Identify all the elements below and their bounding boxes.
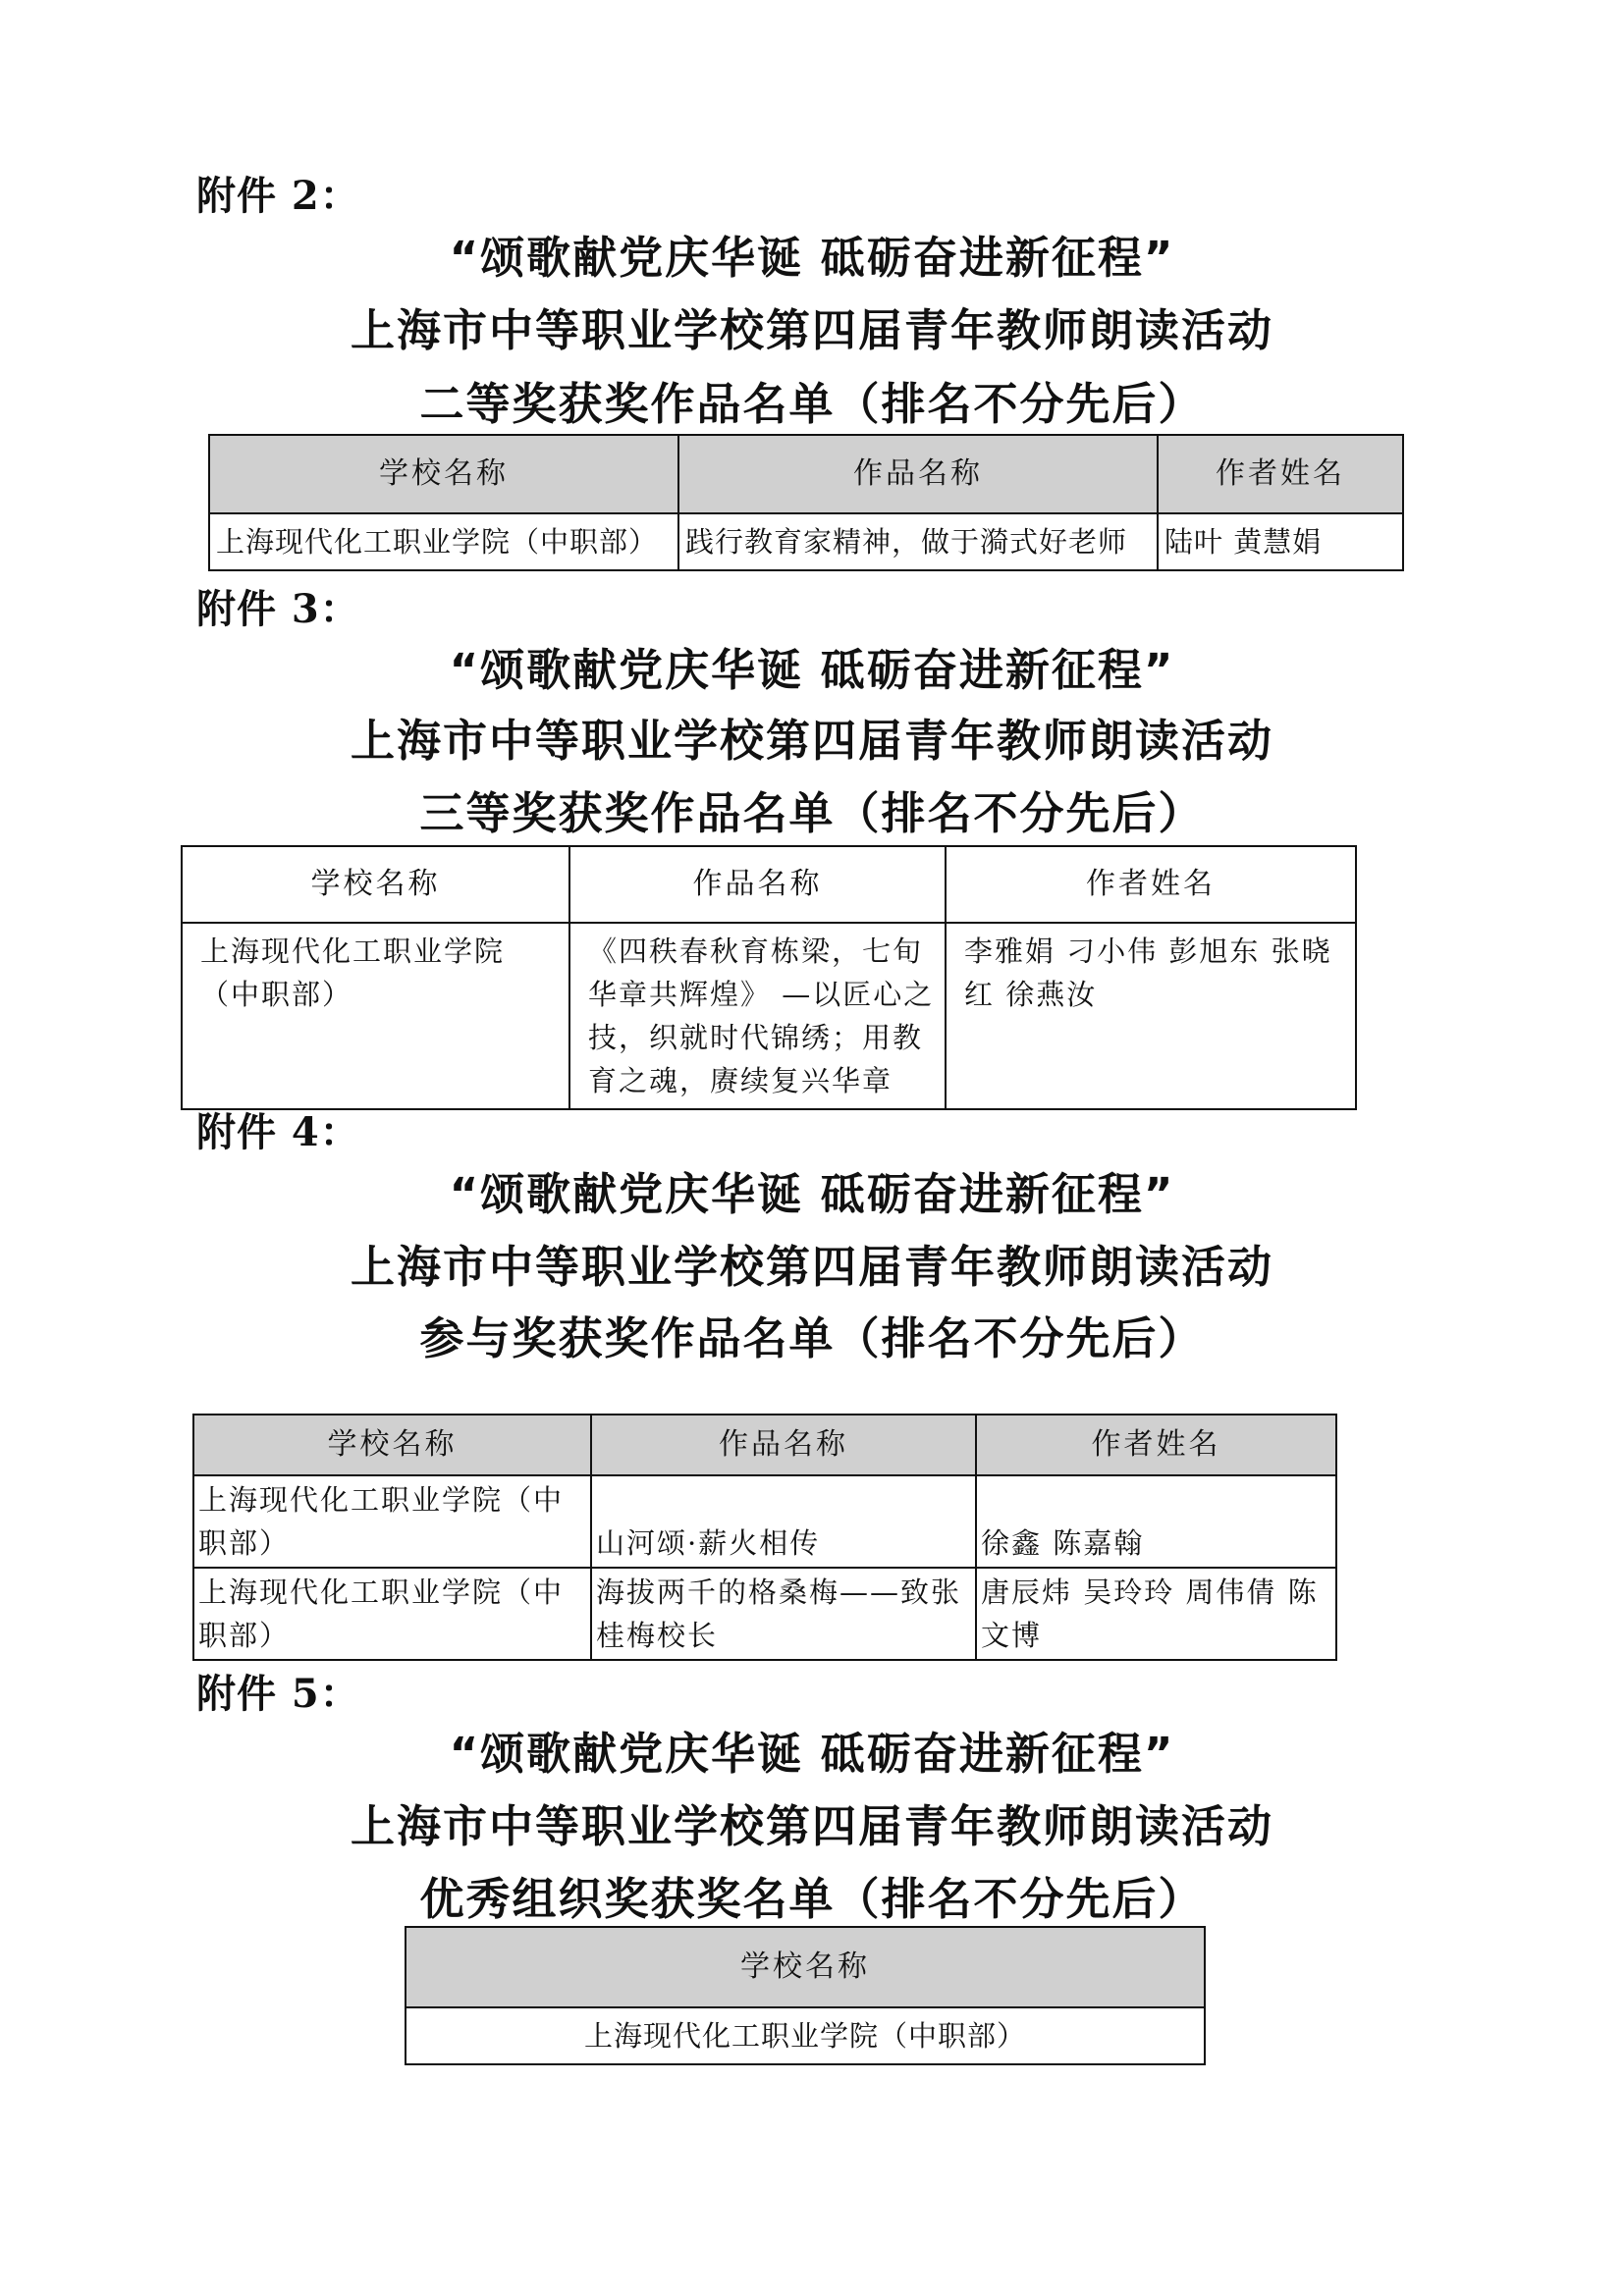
- table-row: [406, 2007, 1205, 2064]
- attachment-2-title-line1: “颂歌献党庆华诞 砥砺奋进新征程”: [449, 232, 1175, 284]
- attachment-2-title-line3: 二等奖获奖作品名单（排名不分先后）: [419, 378, 1205, 430]
- attachment-5-label: 附件 5：: [196, 1671, 360, 1717]
- attachment-5-title-line2: 上海市中等职业学校第四届青年教师朗读活动: [350, 1800, 1273, 1852]
- cell-author: 李雅娟 刁小伟 彭旭东 张晓红 徐燕汝: [946, 923, 1356, 1109]
- third-prize-table: [181, 845, 1357, 1110]
- cell-school: 上海现代化工职业学院（中职部）: [209, 513, 678, 570]
- header-work: 作品名称: [678, 435, 1158, 513]
- header-author: 作者姓名: [946, 846, 1356, 923]
- attachment-3-title-line1: “颂歌献党庆华诞 砥砺奋进新征程”: [449, 644, 1175, 696]
- cell-work: 践行教育家精神，做于漪式好老师: [678, 513, 1158, 570]
- attachment-3-title-line2: 上海市中等职业学校第四届青年教师朗读活动: [350, 715, 1273, 767]
- cell-author: 徐鑫 陈嘉翰: [976, 1475, 1336, 1568]
- header-school: 学校名称: [193, 1415, 591, 1475]
- second-prize-table: [208, 434, 1404, 571]
- cell-school: 上海现代化工职业学院（中职部）: [193, 1475, 591, 1568]
- table-row: [193, 1568, 1336, 1660]
- attachment-5-title-line3: 优秀组织奖获奖名单（排名不分先后）: [419, 1873, 1205, 1925]
- attachment-3-title-line3: 三等奖获奖作品名单（排名不分先后）: [419, 787, 1205, 839]
- cell-author: 唐辰炜 吴玲玲 周伟倩 陈文博: [976, 1568, 1336, 1660]
- cell-school: 上海现代化工职业学院（中职部）: [193, 1568, 591, 1660]
- attachment-5-title-line1: “颂歌献党庆华诞 砥砺奋进新征程”: [449, 1728, 1175, 1780]
- header-school: 学校名称: [182, 846, 569, 923]
- participation-prize-table: [192, 1414, 1337, 1661]
- table-row: [209, 513, 1403, 570]
- header-school: 学校名称: [406, 1927, 1205, 2007]
- cell-work: 《四秩春秋育栋梁，七旬华章共辉煌》 —以匠心之技，织就时代锦绣；用教育之魂，赓续复兴华章: [569, 923, 946, 1109]
- attachment-4-title-line1: “颂歌献党庆华诞 砥砺奋进新征程”: [449, 1168, 1175, 1220]
- table-row: [182, 923, 1356, 1109]
- table-header-row: [406, 1927, 1205, 2007]
- cell-school: 上海现代化工职业学院（中职部）: [182, 923, 569, 1109]
- header-work: 作品名称: [569, 846, 946, 923]
- table-row: [193, 1475, 1336, 1568]
- table-header-row: [182, 846, 1356, 923]
- organization-award-table: [405, 1926, 1206, 2065]
- cell-work: 山河颂·薪火相传: [591, 1475, 976, 1568]
- header-author: 作者姓名: [1158, 435, 1403, 513]
- attachment-4-title-line2: 上海市中等职业学校第四届青年教师朗读活动: [350, 1241, 1273, 1293]
- attachment-2-label: 附件 2：: [196, 173, 360, 219]
- header-work: 作品名称: [591, 1415, 976, 1475]
- table-header-row: [193, 1415, 1336, 1475]
- attachment-4-label: 附件 4：: [196, 1109, 360, 1155]
- attachment-2-title-line2: 上海市中等职业学校第四届青年教师朗读活动: [350, 304, 1273, 356]
- attachment-3-label: 附件 3：: [196, 586, 360, 632]
- cell-work: 海拔两千的格桑梅——致张桂梅校长: [591, 1568, 976, 1660]
- attachment-4-title-line3: 参与奖获奖作品名单（排名不分先后）: [419, 1312, 1205, 1364]
- table-header-row: [209, 435, 1403, 513]
- cell-author: 陆叶 黄慧娟: [1158, 513, 1403, 570]
- header-author: 作者姓名: [976, 1415, 1336, 1475]
- cell-school: 上海现代化工职业学院（中职部）: [406, 2007, 1205, 2064]
- header-school: 学校名称: [209, 435, 678, 513]
